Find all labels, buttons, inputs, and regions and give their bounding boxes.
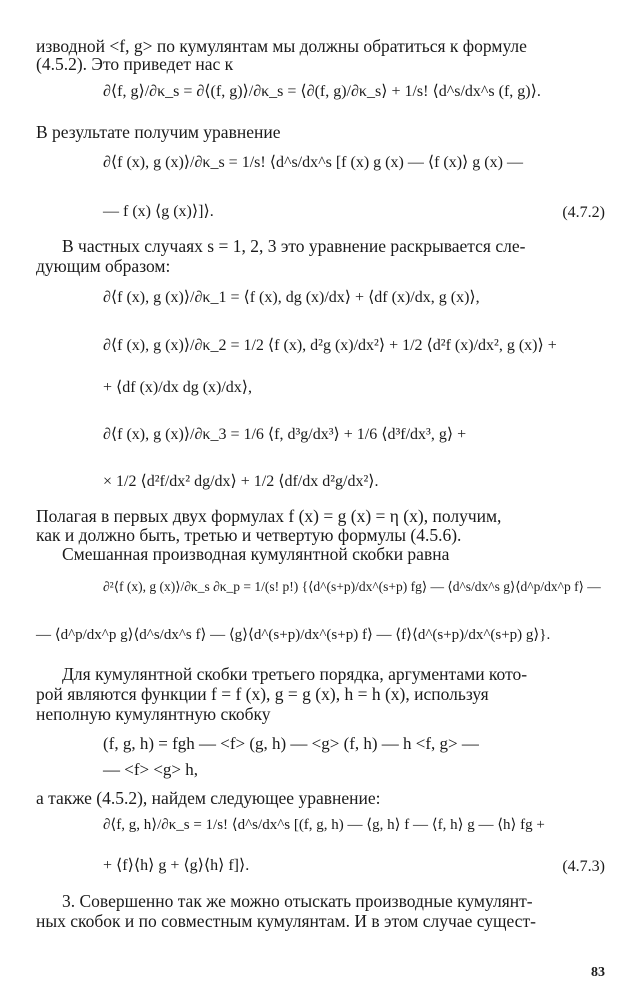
text-line: рой являются функции f = f (x), g = g (x), h = h (x), используя [36, 684, 489, 704]
equation-4-7-2-line1: ∂⟨f (x), g (x)⟩/∂κ_s = 1/s! ⟨d^s/dx^s [f (x) g (x) — ⟨f (x)⟩ g (x) — [103, 154, 523, 171]
text-line: ных скобок и по совместным кумулянтам. И в этом случае сущест- [36, 911, 536, 931]
equation-kappa3-line1: ∂⟨f (x), g (x)⟩/∂κ_3 = 1/6 ⟨f, d³g/dx³⟩ + 1/6 ⟨d³f/dx³, g⟩ + [103, 426, 467, 443]
equation-4-7-2-line2: — f (x) ⟨g (x)⟩]⟩. [103, 203, 214, 220]
text-line: 3. Совершенно так же можно отыскать производные кумулянт- [62, 891, 533, 911]
text-line: изводной <f, g> по кумулянтам мы должны обратиться к формуле [36, 36, 527, 56]
equation-kappa2-line1: ∂⟨f (x), g (x)⟩/∂κ_2 = 1/2 ⟨f (x), d²g (x)/dx²⟩ + 1/2 ⟨d²f (x)/dx², g (x)⟩ + [103, 337, 557, 354]
text-line: (4.5.2). Это приведет нас к [36, 54, 234, 74]
equation-kappa3-line2: × 1/2 ⟨d²f/dx² dg/dx⟩ + 1/2 ⟨df/dx d²g/dx²⟩. [103, 473, 379, 490]
text-line: Полагая в первых двух формулах f (x) = g (x) = η (x), получим, [36, 506, 502, 526]
text-line: а также (4.5.2), найдем следующее уравнение: [36, 788, 381, 808]
equation-4-7-3-line2: + ⟨f⟩⟨h⟩ g + ⟨g⟩⟨h⟩ f]⟩. [103, 857, 250, 874]
text-line: Смешанная производная кумулянтной скобки равна [62, 544, 450, 564]
equation-4-7-3-line1: ∂⟨f, g, h⟩/∂κ_s = 1/s! ⟨d^s/dx^s [(f, g, h) — ⟨g, h⟩ f — ⟨f, h⟩ g — ⟨h⟩ fg + [103, 817, 545, 833]
equation-mixed-line1: ∂²⟨f (x), g (x)⟩/∂κ_s ∂κ_p = 1/(s! p!) {⟨d^(s+p)/dx^(s+p) fg⟩ — ⟨d^s/dx^s g⟩⟨d^p/dx^p f⟩ — [103, 579, 601, 594]
text-line: В результате получим уравнение [36, 122, 281, 142]
equation-mixed-line2: — ⟨d^p/dx^p g⟩⟨d^s/dx^s f⟩ — ⟨g⟩⟨d^(s+p)/dx^(s+p) f⟩ — ⟨f⟩⟨d^(s+p)/dx^(s+p) g⟩}. [36, 627, 551, 643]
equation-incomplete-line1: (f, g, h) = fgh — <f> (g, h) — <g> (f, h) — h <f, g> — [103, 734, 479, 753]
equation-kappa1: ∂⟨f (x), g (x)⟩/∂κ_1 = ⟨f (x), dg (x)/dx⟩ + ⟨df (x)/dx, g (x)⟩, [103, 289, 480, 306]
equation-kappa2-line2: + ⟨df (x)/dx dg (x)/dx⟩, [103, 379, 253, 396]
equation-number: (4.7.3) [562, 858, 605, 875]
text-line: дующим образом: [36, 256, 171, 276]
equation-4-5-2: ∂⟨f, g⟩/∂κ_s = ∂⟨(f, g)⟩/∂κ_s = ⟨∂(f, g)/∂κ_s⟩ + 1/s! ⟨d^s/dx^s (f, g)⟩. [103, 83, 541, 100]
equation-number: (4.7.2) [562, 204, 605, 221]
text-line: Для кумулянтной скобки третьего порядка, аргументами кото- [62, 664, 528, 684]
text-line: неполную кумулянтную скобку [36, 704, 271, 724]
equation-incomplete-line2: — <f> <g> h, [103, 760, 199, 779]
text-line: В частных случаях s = 1, 2, 3 это уравнение раскрывается сле- [62, 236, 526, 256]
text-line: как и должно быть, третью и четвертую формулы (4.5.6). [36, 525, 462, 545]
page-number: 83 [591, 965, 605, 980]
